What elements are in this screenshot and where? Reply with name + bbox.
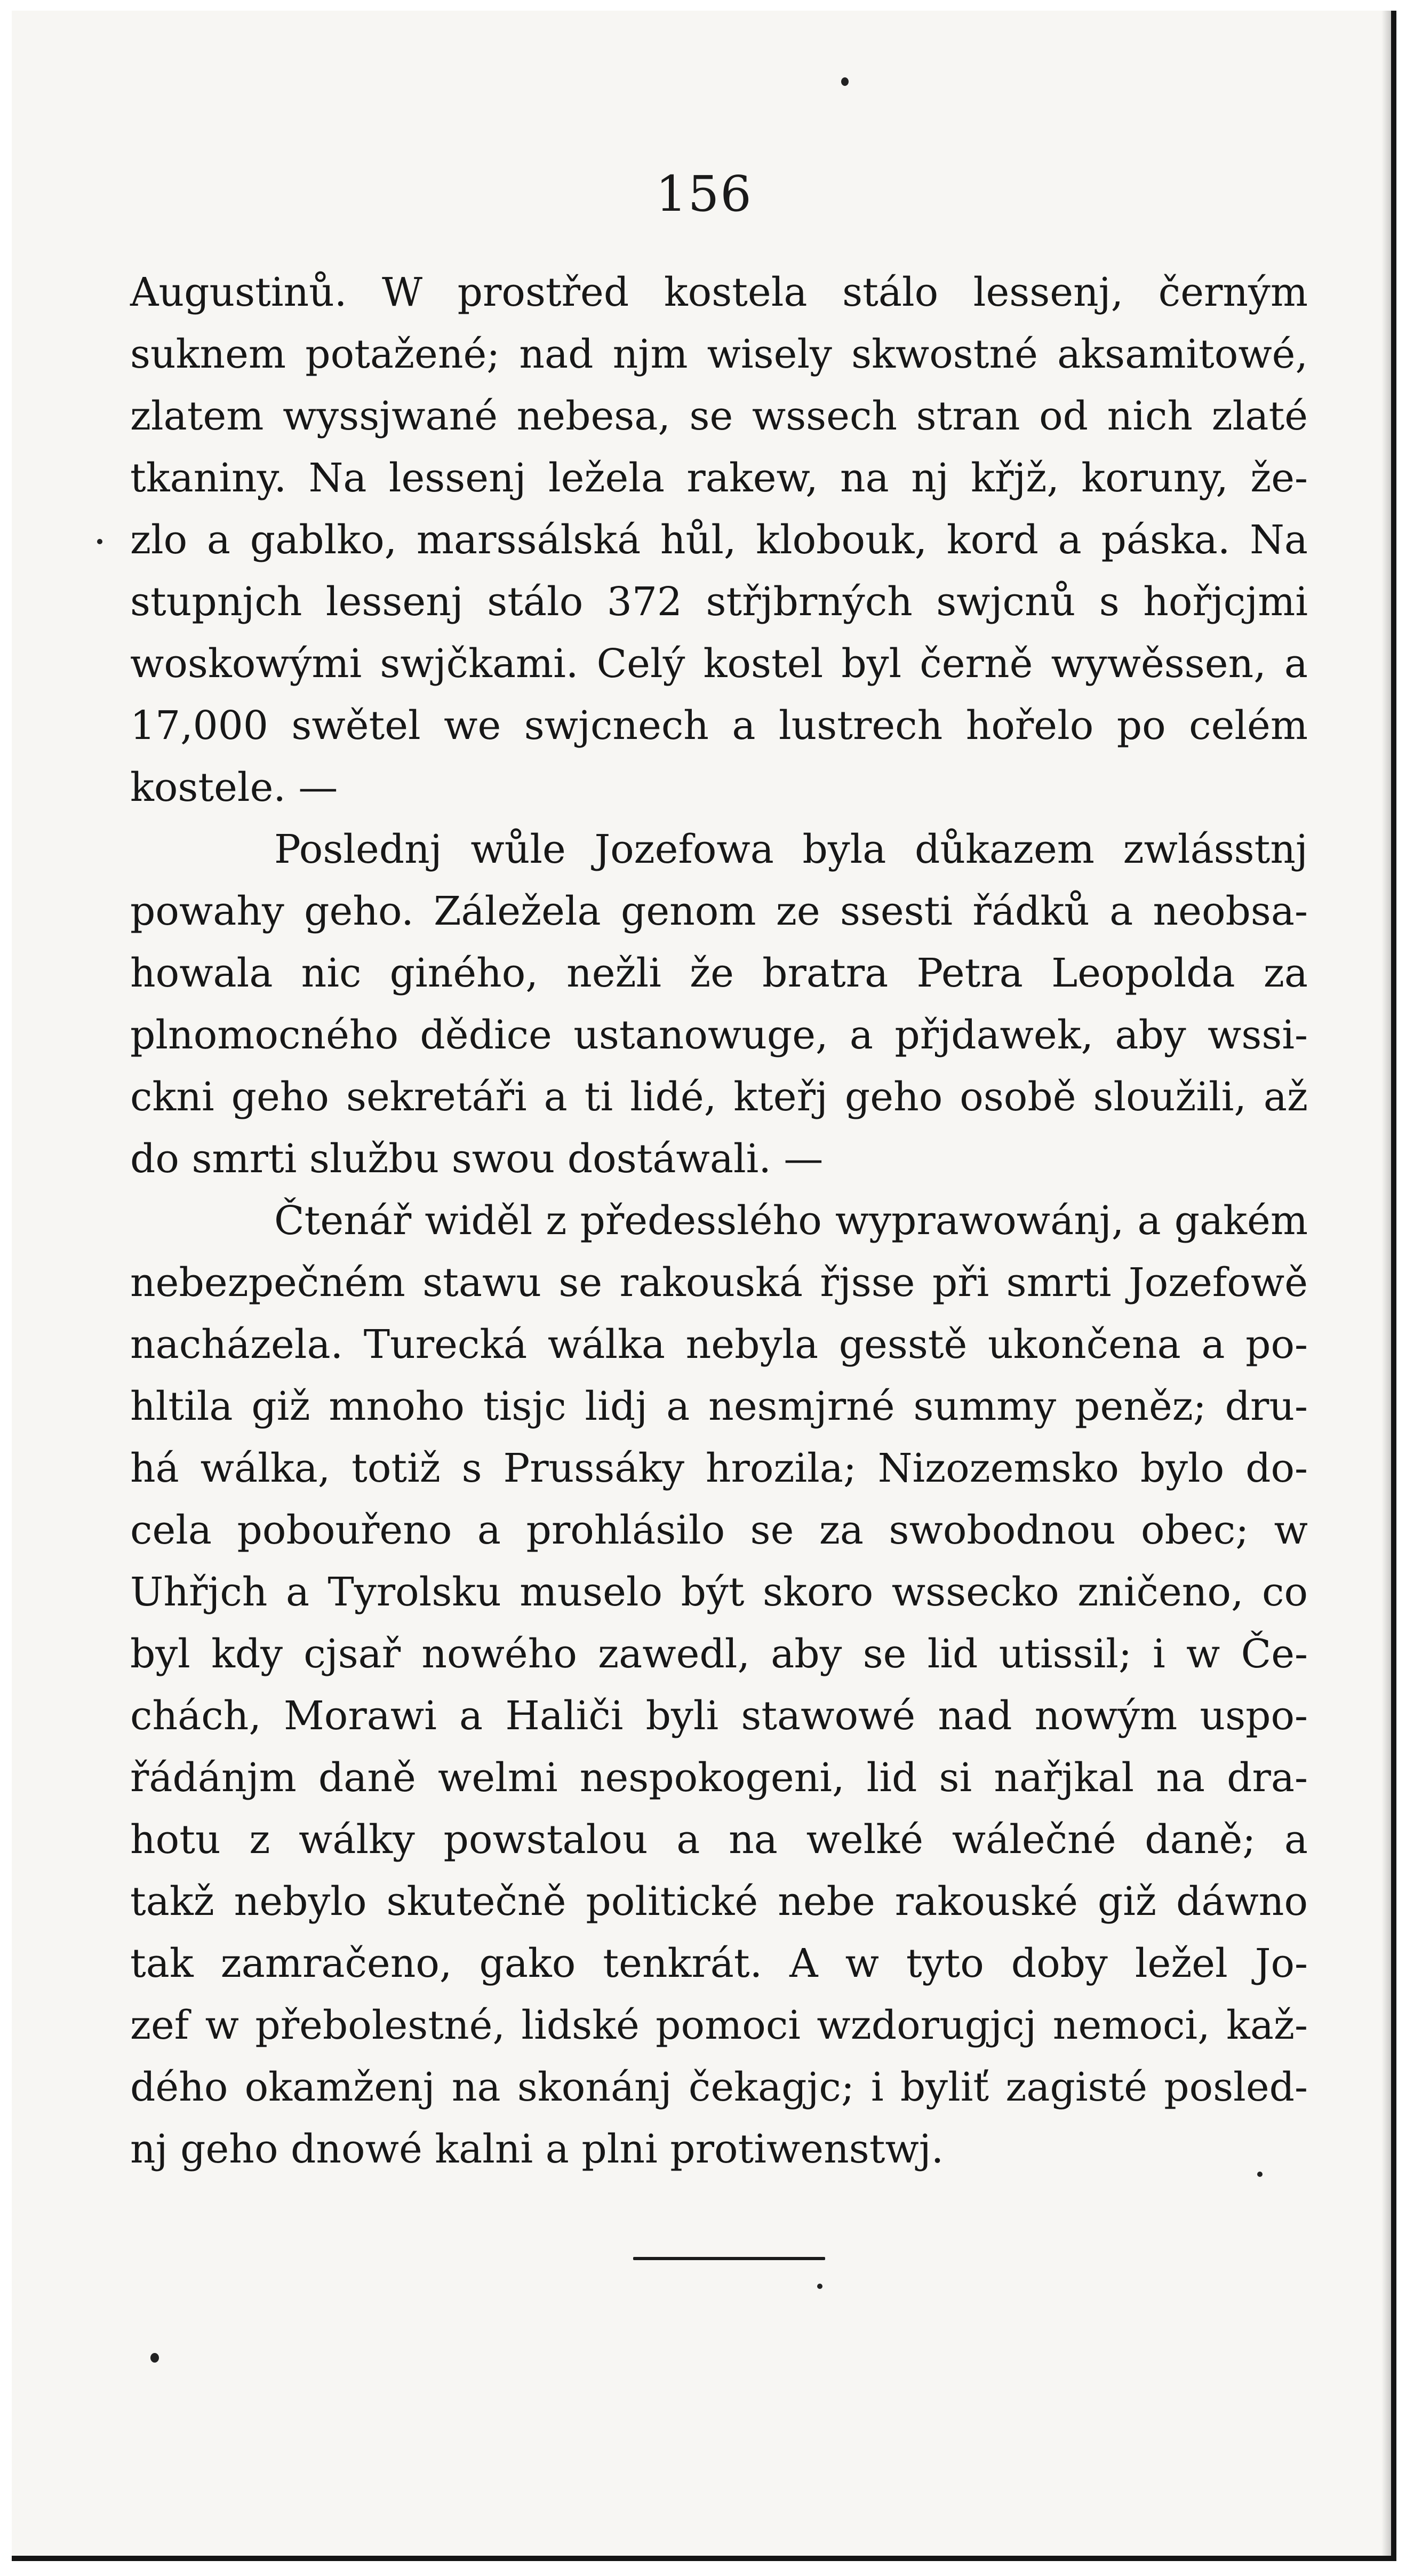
text-line: tkaniny. Na lessenj ležela rakew, na nj křjž, koruny, že- xyxy=(130,455,1308,501)
ink-speck xyxy=(841,77,849,86)
text-line: nj geho dnowé kalni a plni protiwenstwj. xyxy=(130,2126,944,2172)
text-line: Uhřjch a Tyrolsku muselo být skoro wssecko zničeno, co xyxy=(130,1569,1308,1615)
text-line: hltila giž mnoho tisjc lidj a nesmjrné summy peněz; dru- xyxy=(130,1384,1308,1429)
text-line: powahy geho. Záležela genom ze ssesti řádků a neobsa- xyxy=(130,888,1308,934)
text-line: 17,000 swětel we swjcnech a lustrech hořelo po celém xyxy=(130,703,1308,749)
text-line: plnomocného dědice ustanowuge, a přjdawek, aby wssi- xyxy=(130,1012,1308,1058)
page-edge-shadow xyxy=(1381,11,1391,2556)
text-line: ckni geho sekretáři a ti lidé, kteřj geho osobě sloužili, až xyxy=(130,1074,1308,1120)
text-line: Augustinů. W prostřed kostela stálo lessenj, černým xyxy=(130,269,1308,315)
text-line: chách, Morawi a Haliči byli stawowé nad nowým uspo- xyxy=(130,1693,1308,1739)
text-line: há wálka, totiž s Prussáky hrozila; Nizozemsko bylo do- xyxy=(130,1445,1308,1491)
text-line: Poslednj wůle Jozefowa byla důkazem zwlásstnj xyxy=(274,826,1308,872)
ink-speck xyxy=(817,2284,822,2289)
text-line: woskowými swjčkami. Celý kostel byl černě wywěssen, a xyxy=(130,641,1308,687)
closing-rule xyxy=(633,2257,825,2260)
text-line: howala nic giného, nežli že bratra Petra Leopolda za xyxy=(130,950,1308,996)
text-line: do smrti službu swou dostáwali. — xyxy=(130,1136,824,1182)
text-line: hotu z wálky powstalou a na welké wálečné daně; a xyxy=(130,1817,1308,1863)
text-line: nacházela. Turecká wálka nebyla gesstě ukončena a po- xyxy=(130,1322,1308,1367)
ink-speck xyxy=(150,2353,159,2363)
text-line: stupnjch lessenj stálo 372 střjbrných swjcnů s hořjcjmi xyxy=(130,579,1308,625)
text-line: tak zamračeno, gako tenkrát. A w tyto doby ležel Jo- xyxy=(130,1941,1308,1986)
text-line: cela pobouřeno a prohlásilo se za swobodnou obec; w xyxy=(130,1507,1308,1553)
ink-speck xyxy=(97,539,102,544)
text-line: Čtenář widěl z předessléhо wyprawowánj, a gakém xyxy=(274,1198,1308,1244)
text-line: zlo a gablko, marssálská hůl, klobouk, kord a páska. Na xyxy=(130,517,1308,563)
body-text xyxy=(130,261,1308,2180)
text-line: suknem potažené; nad njm wisely skwostné aksamitowé, xyxy=(130,331,1308,377)
book-page xyxy=(12,11,1396,2561)
text-line: takž nebylo skutečně politické nebe rakouské giž dáwno xyxy=(130,1879,1308,1925)
text-line: zlatem wyssjwané nebesa, se wssech stran od nich zlaté xyxy=(130,393,1308,439)
text-line: nebezpečném stawu se rakouská řjsse při smrti Jozefowě xyxy=(130,1260,1308,1306)
text-line: zef w přebolestné, lidské pomoci wzdorugjcj nemoci, kaž- xyxy=(130,2002,1308,2048)
page-number: 156 xyxy=(656,165,753,222)
text-line: řádánjm daně welmi nespokogeni, lid si nařjkal na dra- xyxy=(130,1755,1308,1801)
text-line: dého okamženj na skonánj čekagjc; i byliť zagisté posled- xyxy=(130,2064,1308,2110)
text-line: byl kdy cjsař nowého zawedl, aby se lid utissil; i w Če- xyxy=(130,1631,1308,1677)
text-line: kostele. — xyxy=(130,765,338,810)
